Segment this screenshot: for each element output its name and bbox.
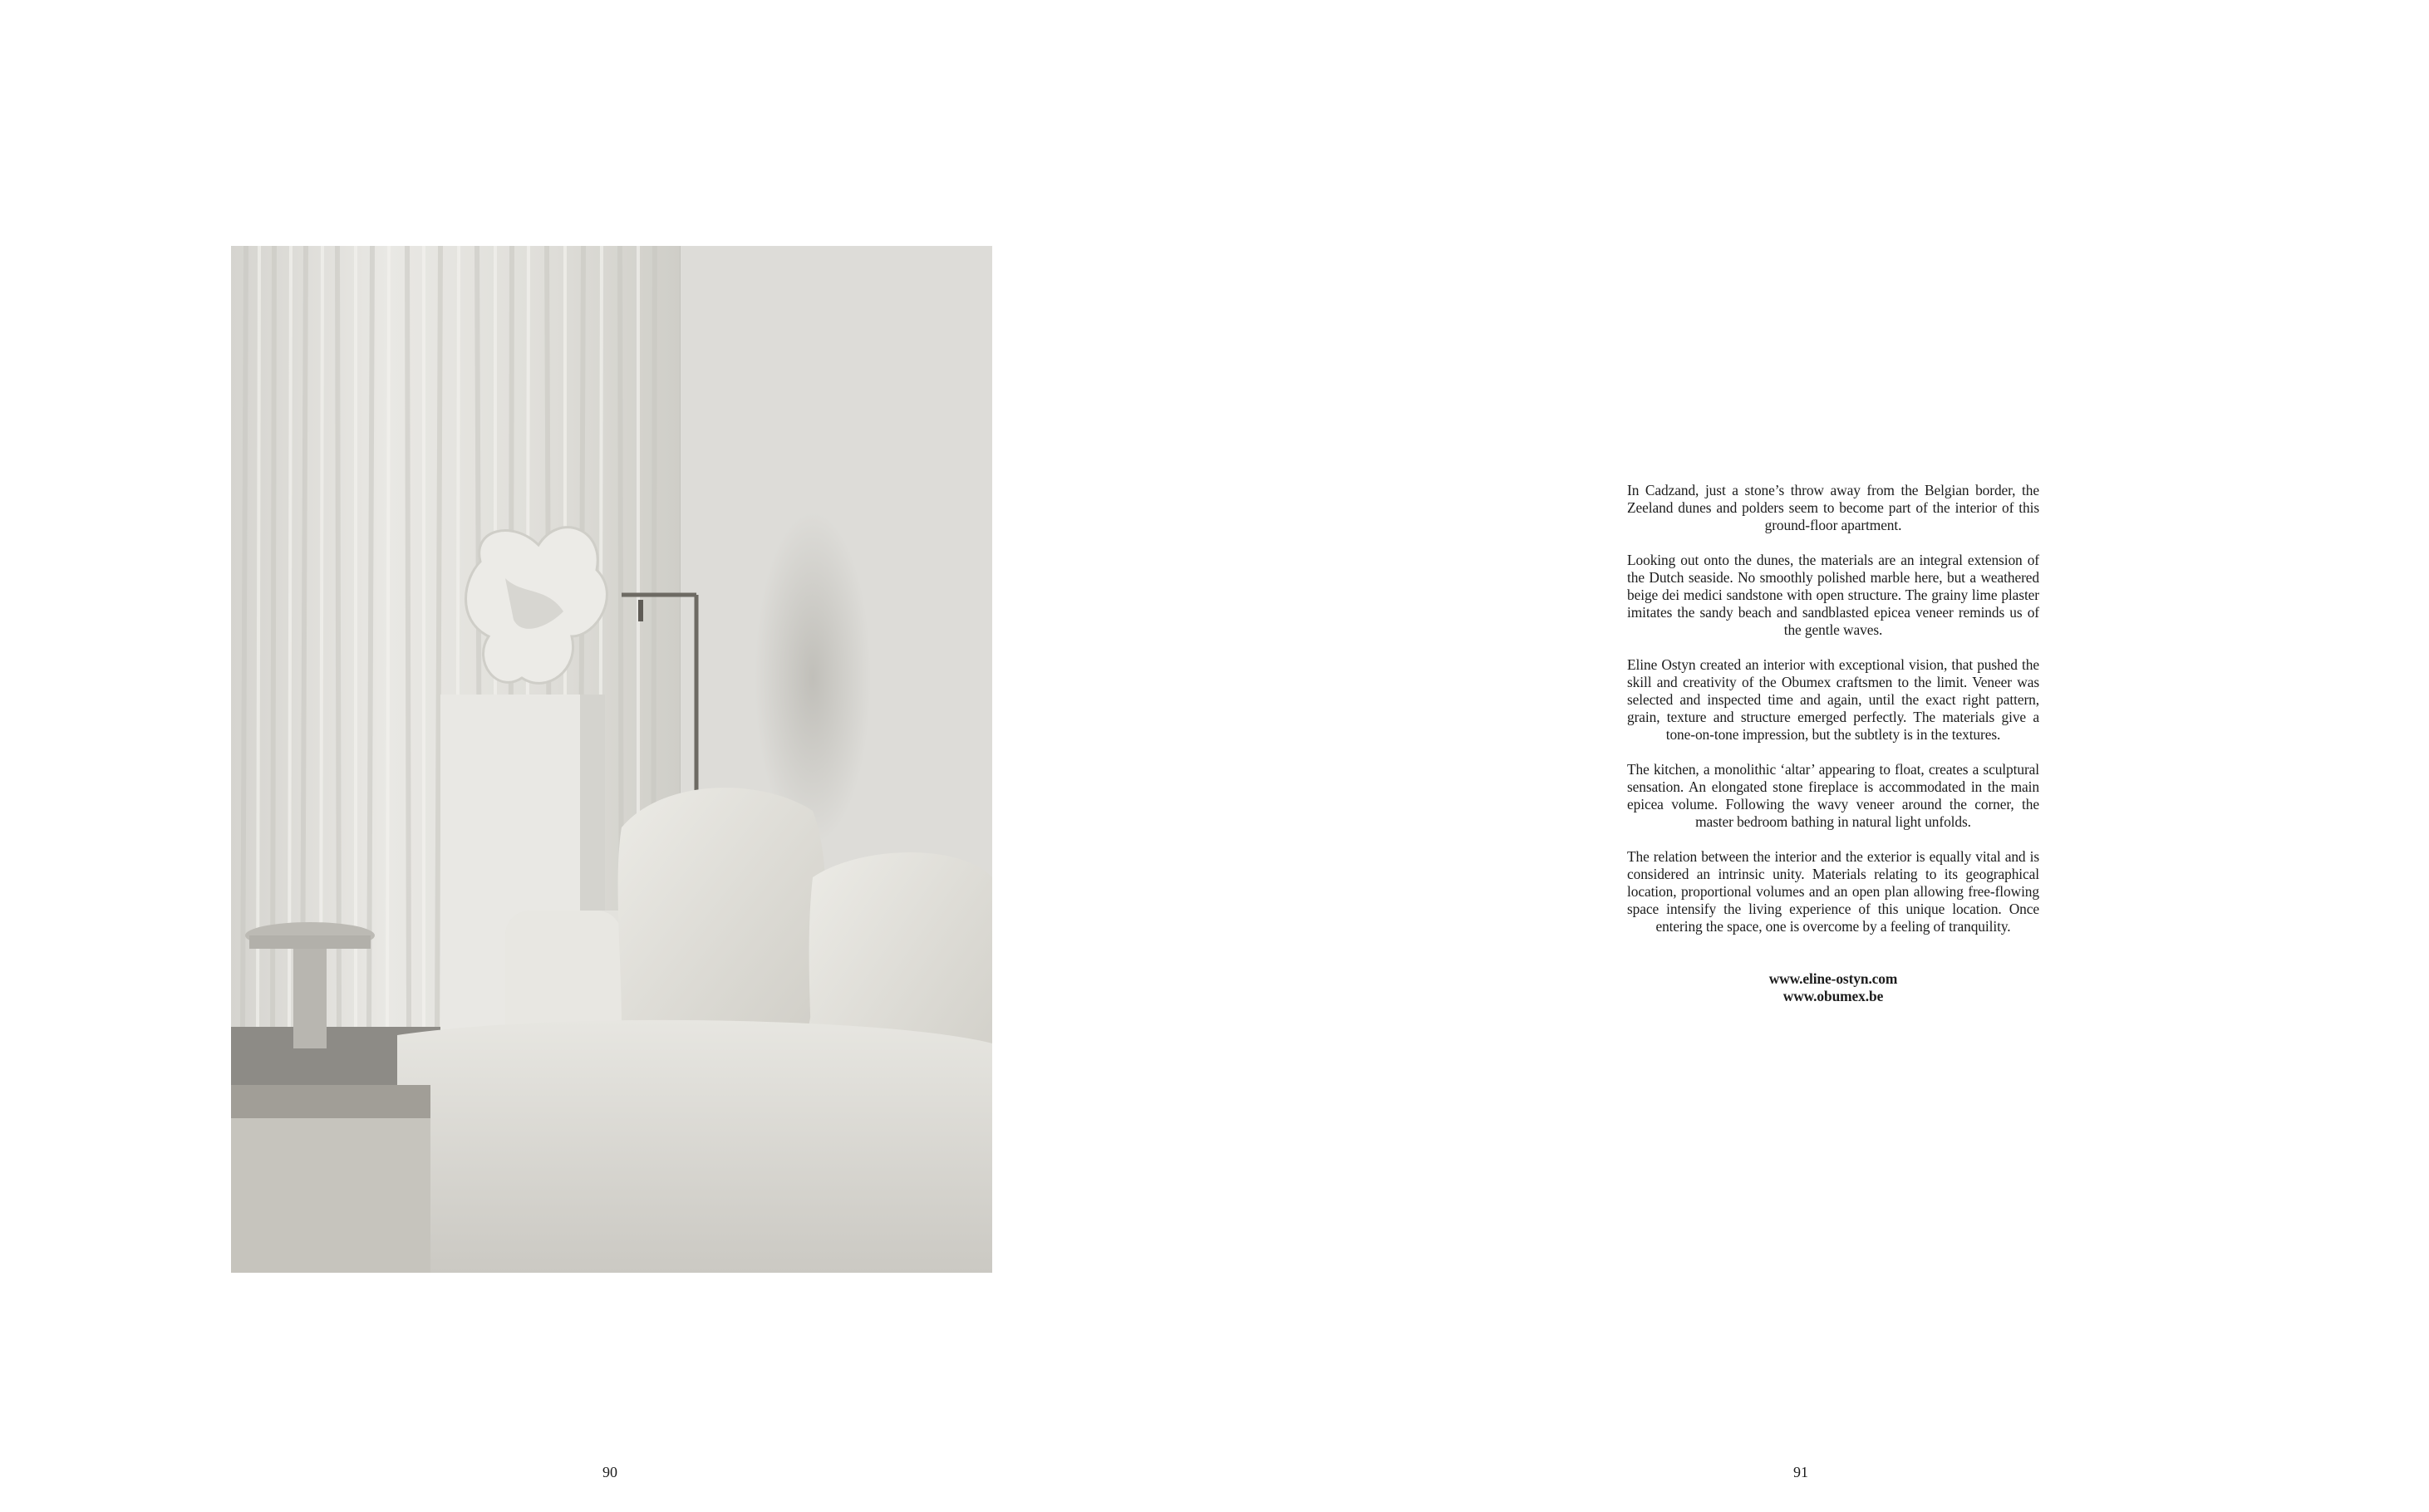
interior-photo-illustration bbox=[231, 246, 992, 1273]
paragraph-2: Looking out onto the dunes, the materials are an integral extension of the Dutch seaside. No smoothly polished marble here, but a weathered beige dei medici sandstone with open structure. The grainy lime plaster imitates the sandy beach and sandblasted epicea veneer reminds us of the gentle waves. bbox=[1627, 552, 2039, 638]
page-number-left: 90 bbox=[602, 1464, 617, 1480]
website-links bbox=[1627, 970, 2039, 1005]
paragraph-3: Eline Ostyn created an interior with exceptional vision, that pushed the skill and creativity of the Obumex craftsmen to the limit. Veneer was selected and inspected time and again, until the exact right pattern, grain, texture and structure emerged perfectly. The materials give a tone-on-tone impression, but the subtlety is in the textures. bbox=[1627, 656, 2039, 743]
left-page bbox=[0, 0, 1214, 1512]
paragraph-1: In Cadzand, just a stone’s throw away from the Belgian border, the Zeeland dunes and polders seem to become part of the interior of this ground-floor apartment. bbox=[1627, 482, 2039, 533]
page-number-right: 91 bbox=[1793, 1464, 1808, 1480]
article-text bbox=[1627, 482, 2039, 1005]
paragraph-4: The kitchen, a monolithic ‘altar’ appearing to float, creates a sculptural sensation. An elongated stone fireplace is accommodated in the main epicea volume. Following the wavy veneer around the corner, the master bedroom bathing in natural light unfolds. bbox=[1627, 761, 2039, 830]
link-obumex[interactable]: www.obumex.be bbox=[1782, 988, 1884, 1004]
paragraph-5: The relation between the interior and the exterior is equally vital and is considered an intrinsic unity. Materials relating to its geographical location, proportional volumes and an open plan allowing free-flowing space intensify the living experience of this unique location. Once entering the space, one is overcome by a feeling of tranquility. bbox=[1627, 848, 2039, 935]
interior-photo bbox=[231, 246, 992, 1273]
right-page bbox=[1214, 0, 2429, 1512]
link-eline-ostyn[interactable]: www.eline-ostyn.com bbox=[1768, 970, 1898, 987]
